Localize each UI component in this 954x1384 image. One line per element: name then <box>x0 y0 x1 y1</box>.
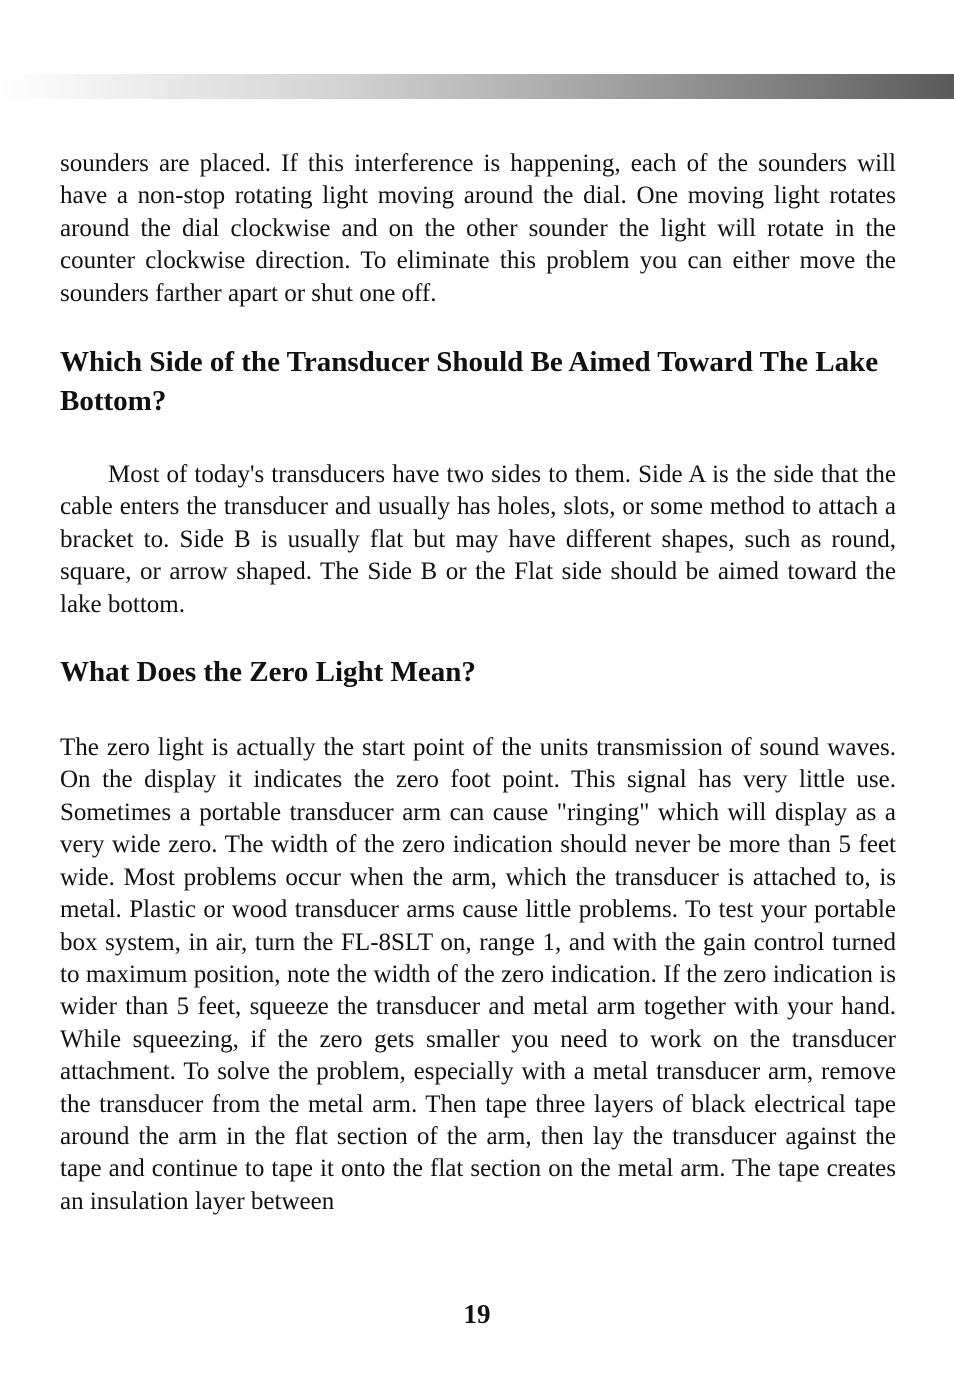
paragraph-intro: sounders are placed. If this interference is happening, each of the sounders will have a non-stop rotating light moving around the dial. One moving light rotates around the dial clockwise and on the other sounder the light will rotate in the counter clockwise direction. To eliminate this problem you can either move the sounders farther apart or shut one off. <box>60 150 896 307</box>
header-gradient-bar <box>0 74 954 99</box>
heading-transducer-side: Which Side of the Transducer Should Be Aimed Toward The Lake Bottom? <box>60 346 879 418</box>
paragraph-zero-light: The zero light is actually the start point of the units transmission of sound waves. On the display it indicates the zero foot point. This signal has very little use. Sometimes a portable transducer arm can cause "ringing" which will display as a very wide zero. The width of the zero indication should never be more than 5 feet wide. Most problems occur when the arm, which the transducer is attached to, is metal. Plastic or wood transducer arms cause little problems. To test your portable box system, in air, turn the FL-8SLT on, range 1, and with the gain control turned to maximum position, note the width of the zero indication. If the zero indication is wider than 5 feet, squeeze the transducer and metal arm together with your hand. While squeezing, if the zero gets smaller you need to work on the transducer attachment. To solve the problem, especially with a metal transducer arm, remove the transducer from the metal arm. Then tape three layers of black electrical tape around the arm in the flat section of the arm, then lay the transducer against the tape and continue to tape it onto the flat section on the metal arm. The tape creates an insulation layer between <box>60 734 896 1215</box>
page-number: 19 <box>463 1299 491 1329</box>
paragraph-transducer-side: Most of today's transducers have two sides to them. Side A is the side that the cable enters the transducer and usually has holes, slots, or some method to attach a bracket to. Side B is usually flat but may have different shapes, such as round, square, or arrow shaped. The Side B or the Flat side should be aimed toward the lake bottom. <box>60 461 896 618</box>
heading-zero-light: What Does the Zero Light Mean? <box>60 656 476 689</box>
page-content <box>60 148 896 1218</box>
